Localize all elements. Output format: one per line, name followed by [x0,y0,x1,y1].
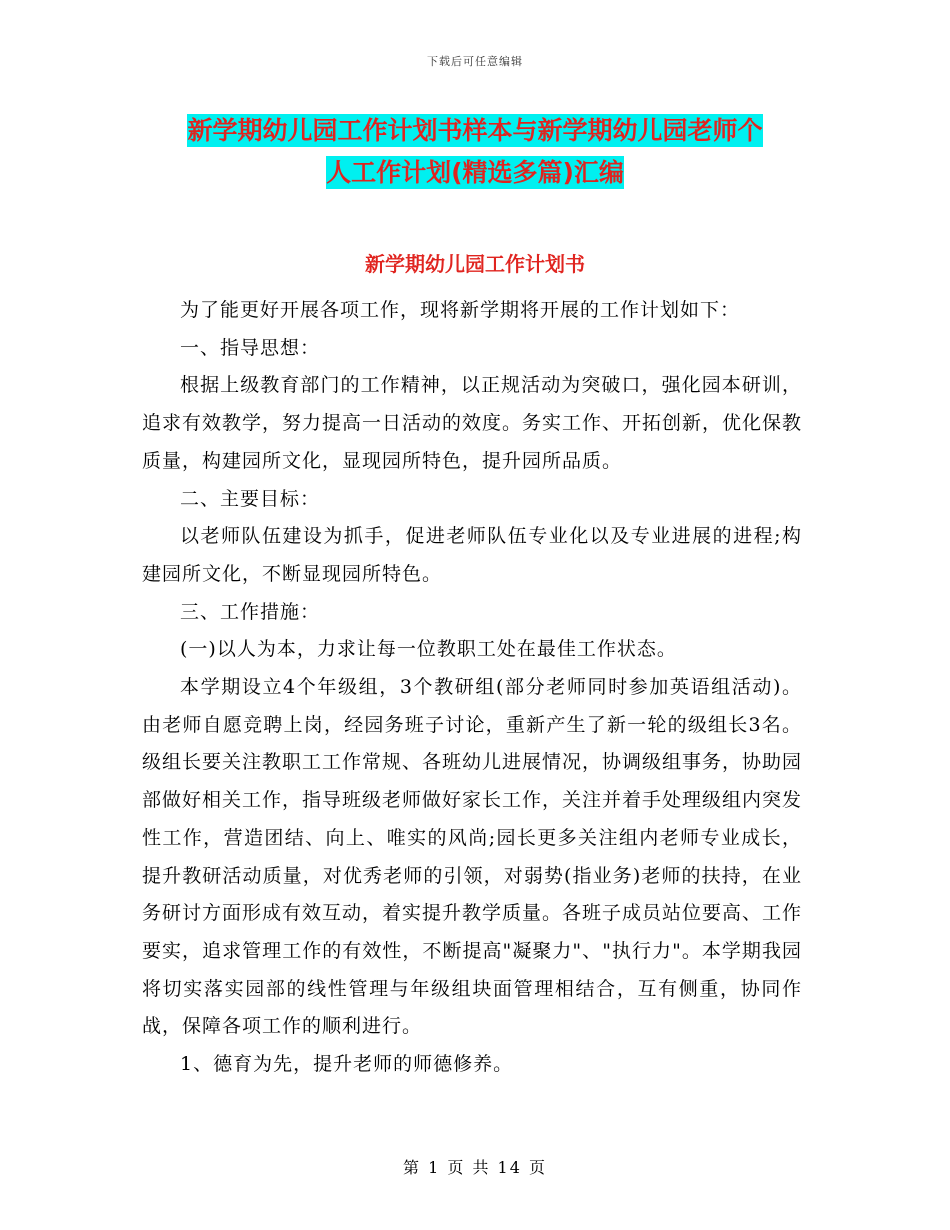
heading-work-measures: 三、工作措施： [180,600,321,623]
document-title [140,110,810,194]
paragraph-intro: 为了能更好开展各项工作，现将新学期将开展的工作计划如下： [180,299,741,321]
heading-guiding-ideology: 一、指导思想： [180,336,321,359]
document-title-line-1: 新学期幼儿园工作计划书样本与新学期幼儿园老师个 [187,116,763,145]
subheading-people-oriented: (一)以人为本，力求让每一位教职工处在最佳工作状态。 [180,638,677,661]
subheading-moral-education: 1、德育为先，提升老师的师德修养。 [180,1053,514,1076]
page-footer: 第 1 页 共 14 页 [403,1158,547,1177]
header-note: 下载后可任意编辑 [427,55,523,68]
paragraph-main-goals: 以老师队伍建设为抓手，促进老师队伍专业化以及专业进展的进程;构建园所文化，不断显现园所特色。 [142,525,802,585]
heading-main-goals: 二、主要目标： [180,487,321,510]
paragraph-grade-groups: 本学期设立4个年级组，3个教研组(部分老师同时参加英语组活动)。由老师自愿竞聘上岗，经园务班子讨论，重新产生了新一轮的级组长3名。级组长要关注教职工工作常规、各班幼儿进展情况，协调级组事务，协助园部做好相关工作，指导班级老师做好家长工作，关注并着手处理级组内突发性工作，营造团结、向上、唯实的风尚;园长更多关注组内老师专业成长，提升教研活动质量，对优秀老师的引领，对弱势(指业务)老师的扶持，在业务研讨方面形成有效互动，着实提升教学质量。各班子成员站位要高、工作要实，追求管理工作的有效性，不断提高"凝聚力"、"执行力"。本学期我园将切实落实园部的线性管理与年级组块面管理相结合，互有侧重，协同作战，保障各项工作的顺利进行。 [142,676,803,1038]
section-title: 新学期幼儿园工作计划书 [365,252,585,276]
document-title-line-2: 人工作计划(精选多篇)汇编 [326,158,624,187]
document-body [142,292,802,1084]
paragraph-guiding-ideology: 根据上级教育部门的工作精神，以正规活动为突破口，强化园本研训，追求有效教学，努力提高一日活动的效度。务实工作、开拓创新，优化保教质量，构建园所文化，显现园所特色，提升园所品质。 [142,374,803,472]
